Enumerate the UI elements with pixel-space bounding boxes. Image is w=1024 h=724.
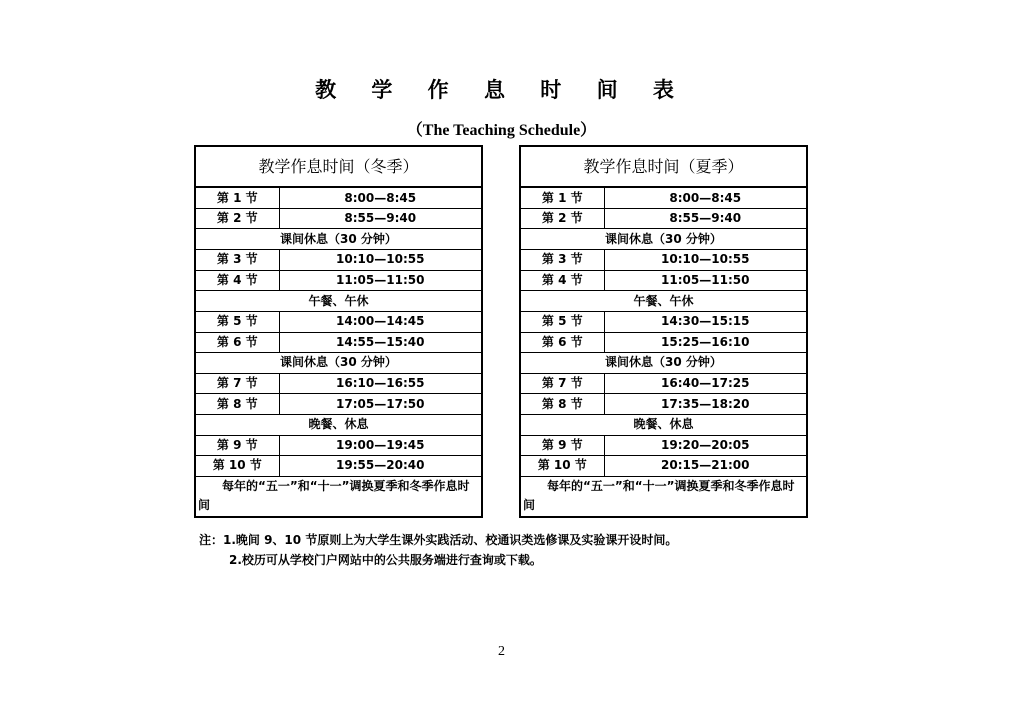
period-time: 19:00—19:45: [279, 435, 482, 456]
period-time: 17:05—17:50: [279, 394, 482, 415]
period-label: 第 5 节: [520, 311, 604, 332]
period-time: 8:00—8:45: [604, 187, 807, 208]
period-label: 第 9 节: [195, 435, 279, 456]
summer-schedule-table: [519, 145, 808, 518]
table-row: [520, 270, 807, 291]
table-row: [195, 414, 482, 435]
period-label: 第 5 节: [195, 311, 279, 332]
table-row: [520, 208, 807, 229]
table-row: [520, 476, 807, 517]
footnotes: [199, 530, 677, 570]
period-label: 第 2 节: [520, 208, 604, 229]
period-label: 第 8 节: [520, 394, 604, 415]
page-title: 教 学 作 息 时 间 表: [315, 78, 688, 102]
period-label: 第 7 节: [195, 373, 279, 394]
page-number: 2: [498, 644, 505, 659]
table-row: [195, 435, 482, 456]
period-time: 16:40—17:25: [604, 373, 807, 394]
table-header-row: [520, 146, 807, 187]
period-time: 11:05—11:50: [604, 270, 807, 291]
table-row: [195, 311, 482, 332]
lunch-row: 午餐、午休: [195, 291, 482, 312]
table-row: [195, 353, 482, 374]
winter-table-header: 教学作息时间（冬季）: [195, 146, 482, 187]
period-time: 8:55—9:40: [604, 208, 807, 229]
page-subtitle: （The Teaching Schedule）: [406, 122, 597, 139]
winter-schedule-table: [194, 145, 483, 518]
season-switch-note-text: 每年的“五一”和“十一”调换夏季和冬季作息时间: [523, 479, 795, 513]
table-row: [195, 270, 482, 291]
table-row: [195, 229, 482, 250]
period-time: 10:10—10:55: [279, 250, 482, 271]
period-label: 第 8 节: [195, 394, 279, 415]
period-time: 14:00—14:45: [279, 311, 482, 332]
period-label: 第 3 节: [195, 250, 279, 271]
table-row: [520, 456, 807, 477]
period-label: 第 2 节: [195, 208, 279, 229]
footnote-1: 注：1.晚间 9、10 节原则上为大学生课外实践活动、校通识类选修课及实验课开设时间。: [199, 533, 678, 547]
table-row: [520, 187, 807, 208]
season-switch-note-text: 每年的“五一”和“十一”调换夏季和冬季作息时间: [198, 479, 470, 513]
break-row: 课间休息（30 分钟）: [520, 229, 807, 250]
table-row: [195, 373, 482, 394]
dinner-row: 晚餐、休息: [520, 414, 807, 435]
table-row: [520, 435, 807, 456]
table-row: [520, 229, 807, 250]
period-time: 16:10—16:55: [279, 373, 482, 394]
table-row: [195, 332, 482, 353]
period-label: 第 1 节: [520, 187, 604, 208]
period-time: 15:25—16:10: [604, 332, 807, 353]
season-switch-note: [520, 476, 807, 517]
period-time: 19:55—20:40: [279, 456, 482, 477]
table-row: [195, 476, 482, 517]
period-label: 第 10 节: [195, 456, 279, 477]
period-time: 20:15—21:00: [604, 456, 807, 477]
period-label: 第 7 节: [520, 373, 604, 394]
table-row: [195, 456, 482, 477]
period-time: 14:30—15:15: [604, 311, 807, 332]
table-header-row: [195, 146, 482, 187]
table-row: [195, 291, 482, 312]
period-time: 10:10—10:55: [604, 250, 807, 271]
table-row: [520, 414, 807, 435]
period-time: 14:55—15:40: [279, 332, 482, 353]
period-label: 第 9 节: [520, 435, 604, 456]
dinner-row: 晚餐、休息: [195, 414, 482, 435]
footnote-2: 2.校历可从学校门户网站中的公共服务端进行查询或下载。: [229, 553, 542, 567]
table-row: [195, 187, 482, 208]
summer-table-header: 教学作息时间（夏季）: [520, 146, 807, 187]
season-switch-note: [195, 476, 482, 517]
table-row: [195, 208, 482, 229]
table-row: [195, 394, 482, 415]
period-label: 第 4 节: [195, 270, 279, 291]
period-label: 第 6 节: [195, 332, 279, 353]
period-label: 第 1 节: [195, 187, 279, 208]
table-row: [520, 394, 807, 415]
break-row: 课间休息（30 分钟）: [195, 353, 482, 374]
period-time: 19:20—20:05: [604, 435, 807, 456]
table-row: [520, 311, 807, 332]
period-label: 第 10 节: [520, 456, 604, 477]
period-label: 第 3 节: [520, 250, 604, 271]
break-row: 课间休息（30 分钟）: [195, 229, 482, 250]
period-time: 8:00—8:45: [279, 187, 482, 208]
table-row: [520, 353, 807, 374]
period-time: 17:35—18:20: [604, 394, 807, 415]
table-row: [520, 250, 807, 271]
table-row: [195, 250, 482, 271]
break-row: 课间休息（30 分钟）: [520, 353, 807, 374]
lunch-row: 午餐、午休: [520, 291, 807, 312]
period-label: 第 4 节: [520, 270, 604, 291]
period-time: 11:05—11:50: [279, 270, 482, 291]
table-row: [520, 332, 807, 353]
period-label: 第 6 节: [520, 332, 604, 353]
table-row: [520, 291, 807, 312]
period-time: 8:55—9:40: [279, 208, 482, 229]
table-row: [520, 373, 807, 394]
